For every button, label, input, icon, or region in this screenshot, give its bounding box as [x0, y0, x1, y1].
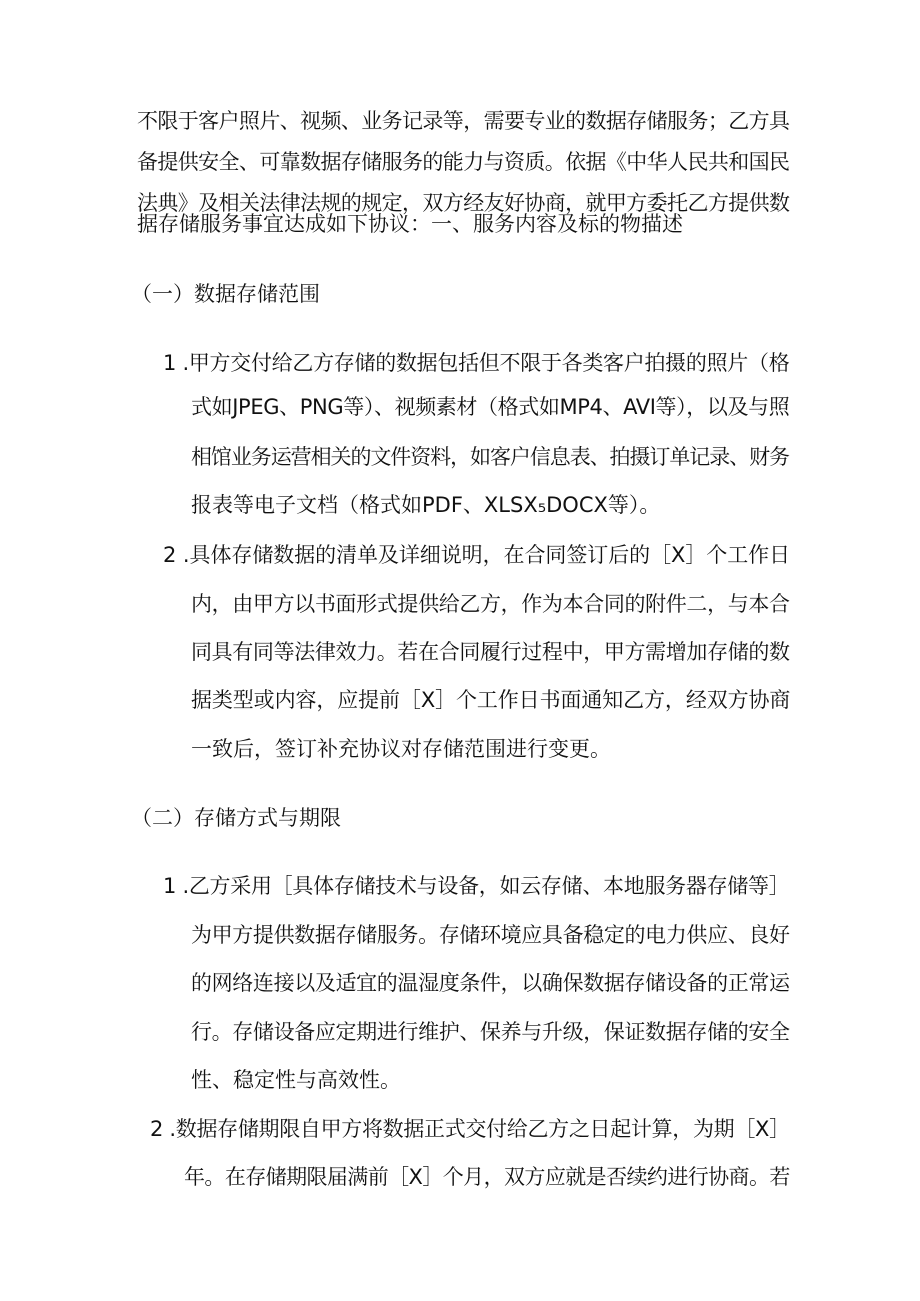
scope-item-1-line-2: 式如JPEG、PNG等）、视频素材（格式如MP4、AVI等），以及与照 [191, 395, 790, 419]
method-item-1-line-4: 行。存储设备应定期进行维护、保养与升级，保证数据存储的安全 [191, 1020, 790, 1044]
method-item-2-line-2: 年。在存储期限届满前［X］个月，双方应就是否续约进行协商。若 [184, 1165, 790, 1189]
method-item-1-line-3: 的网络连接以及适宜的温湿度条件，以确保数据存储设备的正常运 [191, 971, 790, 995]
scope-item-2-line-1: 2 .具体存储数据的清单及详细说明，在合同签订后的［X］个工作日 [163, 543, 791, 567]
intro-line-3: 法典》及相关法律法规的规定，双方经友好协商，就甲方委托乙方提供数 [137, 191, 790, 215]
scope-item-2-line-3: 同具有同等法律效力。若在合同履行过程中，甲方需增加存储的数 [191, 640, 790, 664]
scope-item-2-line-4: 据类型或内容，应提前［X］个工作日书面通知乙方，经双方协商 [191, 688, 791, 712]
scope-item-1-line-3: 相馆业务运营相关的文件资料，如客户信息表、拍摄订单记录、财务 [191, 445, 789, 469]
method-item-1-line-2: 为甲方提供数据存储服务。存储环境应具备稳定的电力供应、良好 [191, 923, 790, 947]
method-item-2-line-1: 2 .数据存储期限自甲方将数据正式交付给乙方之日起计算，为期［X］ [150, 1117, 790, 1141]
intro-line-2: 备提供安全、可靠数据存储服务的能力与资质。依据《中华人民共和国民 [137, 150, 790, 174]
intro-line-1: 不限于客户照片、视频、业务记录等，需要专业的数据存储服务；乙方具 [137, 109, 790, 133]
method-item-1-line-1: 1 .乙方采用［具体存储技术与设备，如云存储、本地服务器存储等］ [163, 874, 790, 898]
method-item-1-line-5: 性、稳定性与高效性。 [191, 1068, 401, 1092]
intro-line-4: 据存储服务事宜达成如下协议：一、服务内容及标的物描述 [137, 212, 683, 236]
section-heading-storage-scope: （一）数据存储范围 [131, 282, 320, 306]
scope-item-2-line-5: 一致后，签订补充协议对存储范围进行变更。 [191, 737, 611, 761]
section-heading-storage-method: （二）存储方式与期限 [131, 806, 341, 830]
scope-item-2-line-2: 内，由甲方以书面形式提供给乙方，作为本合同的附件二，与本合 [191, 592, 790, 616]
scope-item-1-line-4: 报表等电子文档（格式如PDF、XLSX₅DOCX等）。 [191, 493, 661, 517]
scope-item-1-line-1: 1 .甲方交付给乙方存储的数据包括但不限于各类客户拍摄的照片（格 [163, 351, 790, 375]
